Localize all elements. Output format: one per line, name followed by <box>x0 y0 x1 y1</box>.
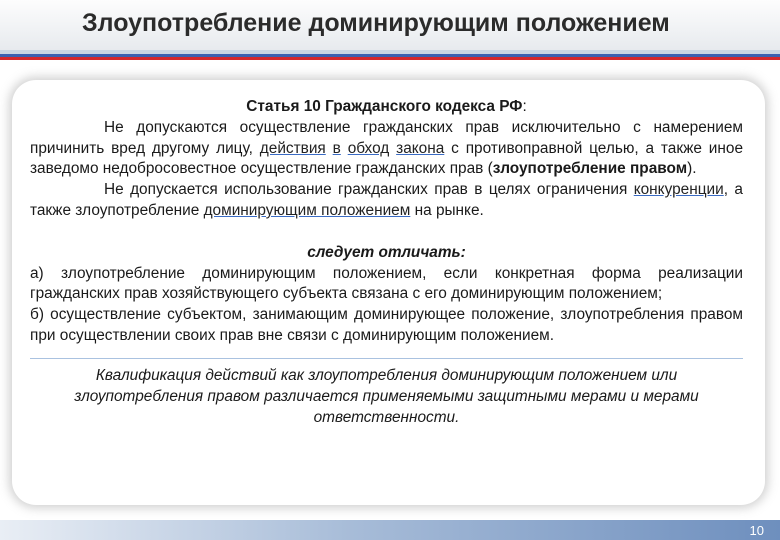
spacer <box>30 222 743 243</box>
slide-body <box>30 97 743 428</box>
article-heading-text: Статья 10 Гражданского кодекса РФ <box>246 98 523 115</box>
p2-text-c: на рынке. <box>410 201 484 219</box>
article-paragraph-1 <box>30 118 743 180</box>
article-heading <box>30 97 743 118</box>
p2-text-b: , а также злоупотребление <box>30 181 743 219</box>
distinction-item-a: а) злоупотребление доминирующим положением, если конкретная форма реализации гражданских прав хозяйствующего субъекта связана с его доминирующим положением; <box>30 264 743 303</box>
qualification-note: Квалификация действий как злоупотребления доминирующим положением или злоупотребления правом различается применяемыми защитными мерами и мерами ответственности. <box>74 366 699 426</box>
link-konkurentsii[interactable]: конкуренции <box>633 181 724 199</box>
link-dominiruyushchim-polozheniem[interactable]: доминирующим положением <box>203 201 411 219</box>
link-deystviya[interactable]: действия <box>259 139 326 157</box>
article-heading-colon: : <box>522 98 527 115</box>
p1-text-b: с противоправной целью, а также иное заведомо недобросовестное осуществление гражданских прав ( <box>30 139 744 178</box>
link-zakona[interactable]: закона <box>396 139 445 157</box>
p1-text-c: ). <box>687 160 697 178</box>
link-obkhod[interactable]: обход <box>347 139 390 157</box>
link-v[interactable]: в <box>332 139 341 157</box>
p2-text-a: Не допускается использование гражданских прав в целях ограничения <box>104 181 634 199</box>
article-paragraph-2 <box>30 180 743 222</box>
distinction-item-b: б) осуществление субъектом, занимающим доминирующее положение, злоупотребления правом при осуществлении своих прав вне связи с доминирующим положением. <box>30 306 743 344</box>
divider <box>30 358 743 359</box>
flag-stripes <box>0 50 780 60</box>
p1-text-a: Не допускаются осуществление гражданских прав исключительно с намерением причинить вред другому лицу, <box>30 118 743 157</box>
stripe-red <box>0 57 780 60</box>
page-number: 10 <box>749 523 764 538</box>
distinction-heading: следует отличать: <box>307 243 466 261</box>
p1-bold-term: злоупотребление правом <box>492 160 688 178</box>
title-bar <box>0 0 780 50</box>
page-title: Злоупотребление доминирующим положением <box>82 9 670 37</box>
footer-bar <box>0 520 780 540</box>
